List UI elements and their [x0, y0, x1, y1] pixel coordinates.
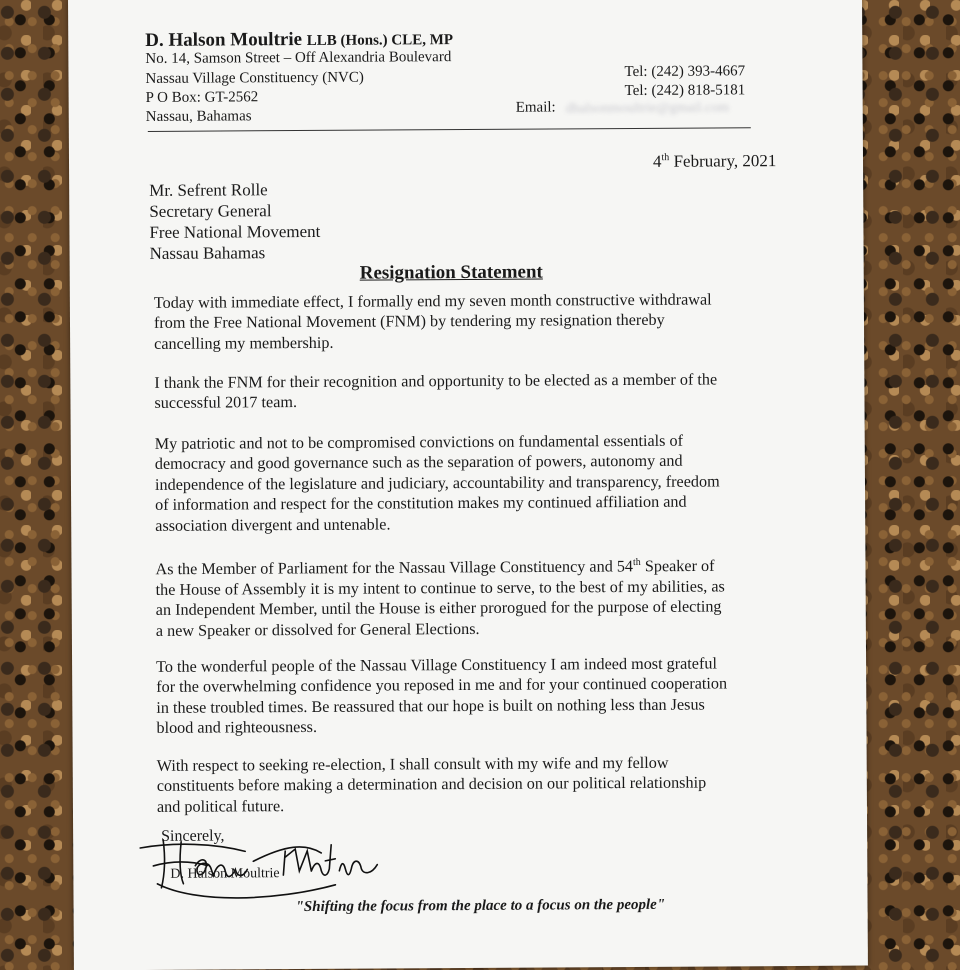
- letterhead-divider: [148, 127, 751, 132]
- signatory-name: D. Halson Moultrie: [170, 866, 280, 882]
- paragraph-line: I thank the FNM for their recognition and opportunity to be elected as a member of the: [154, 370, 718, 392]
- paragraph-line: an Independent Member, until the House is either prorogued for the purpose of electing: [155, 597, 722, 620]
- motto: "Shifting the focus from the place to a focus on the people": [295, 896, 666, 916]
- recipient-organization: Free National Movement: [149, 221, 321, 242]
- paragraph-line: constituents before making a determination and decision on our political relationship: [156, 773, 707, 796]
- paragraph-line: successful 2017 team.: [154, 393, 298, 413]
- paragraph-line: independence of the legislature and judiciary, accountability and transparency, freedom: [154, 472, 720, 494]
- date-month-year: February, 2021: [669, 151, 777, 171]
- paragraph-3: [155, 430, 786, 536]
- paragraph-2: [154, 369, 784, 414]
- closing-salutation: Sincerely,: [161, 827, 225, 845]
- date-suffix: th: [661, 152, 670, 164]
- recipient-name: Mr. Sefrent Rolle: [149, 180, 268, 200]
- paragraph-line: [155, 552, 785, 580]
- letter-date: [653, 151, 776, 172]
- recipient-title: Secretary General: [149, 201, 272, 221]
- email-label: Email:: [515, 99, 556, 116]
- paragraph-text: Speaker of: [640, 556, 715, 576]
- paragraph-line: With respect to seeking re-election, I shall consult with my wife and my fellow: [156, 753, 669, 775]
- document-title: Resignation Statement: [359, 261, 543, 284]
- paragraph-line: from the Free National Movement (FNM) by tendering my resignation thereby: [153, 311, 665, 333]
- paragraph-line: a new Speaker or dissolved for General Elections.: [155, 619, 480, 640]
- paragraph-text: As the Member of Parliament for the Nassau Village Constituency and 54: [155, 557, 634, 579]
- recipient-location: Nassau Bahamas: [149, 243, 266, 263]
- paragraph-line: cancelling my membership.: [154, 333, 334, 353]
- paragraph-line: association divergent and untenable.: [155, 515, 391, 535]
- telephone-2: Tel: (242) 818-5181: [624, 82, 746, 100]
- paragraph-line: Today with immediate effect, I formally end my seven month constructive withdrawal: [153, 290, 712, 312]
- date-day: 4: [652, 151, 662, 171]
- email-value-redacted: dhalsonmoultrie@gmail.com: [565, 100, 730, 117]
- paragraph-6: [157, 752, 787, 817]
- address-line-2: Nassau Village Constituency (NVC): [145, 69, 364, 87]
- paragraph-line: democracy and good governance such as the separation of powers, autonomy and: [154, 452, 683, 474]
- paragraph-5: [156, 653, 786, 738]
- paragraph-line: My patriotic and not to be compromised convictions on fundamental essentials of: [154, 431, 684, 453]
- paragraph-line: for the overwhelming confidence you reposed in me and for your continued cooperation: [156, 674, 728, 697]
- paragraph-line: blood and righteousness.: [156, 718, 318, 738]
- address-line-4: Nassau, Bahamas: [145, 108, 252, 125]
- telephone-1: Tel: (242) 393-4667: [624, 63, 746, 81]
- paragraph-line: the House of Assembly it is my intent to continue to serve, to the best of my abilities, as: [155, 577, 725, 599]
- paragraph-line: of information and respect for the constitution makes my continued affiliation and: [155, 492, 687, 515]
- paragraph-1: [154, 289, 784, 354]
- sender-qualifications: LLB (Hons.) CLE, MP: [306, 32, 454, 49]
- paragraph-line: and political future.: [156, 796, 285, 816]
- paragraph-line: in these troubled times. Be reassured that our hope is built on nothing less than Jesus: [156, 695, 705, 717]
- address-line-1: No. 14, Samson Street – Off Alexandria Boulevard: [145, 49, 452, 67]
- ordinal-suffix: th: [632, 556, 641, 568]
- address-line-3: P O Box: GT-2562: [145, 89, 259, 106]
- letter-page: [68, 0, 868, 970]
- paragraph-line: To the wonderful people of the Nassau Village Constituency I am indeed most grateful: [156, 654, 718, 676]
- sender-name-text: D. Halson Moultrie: [145, 28, 303, 51]
- paragraph-4: [155, 552, 786, 641]
